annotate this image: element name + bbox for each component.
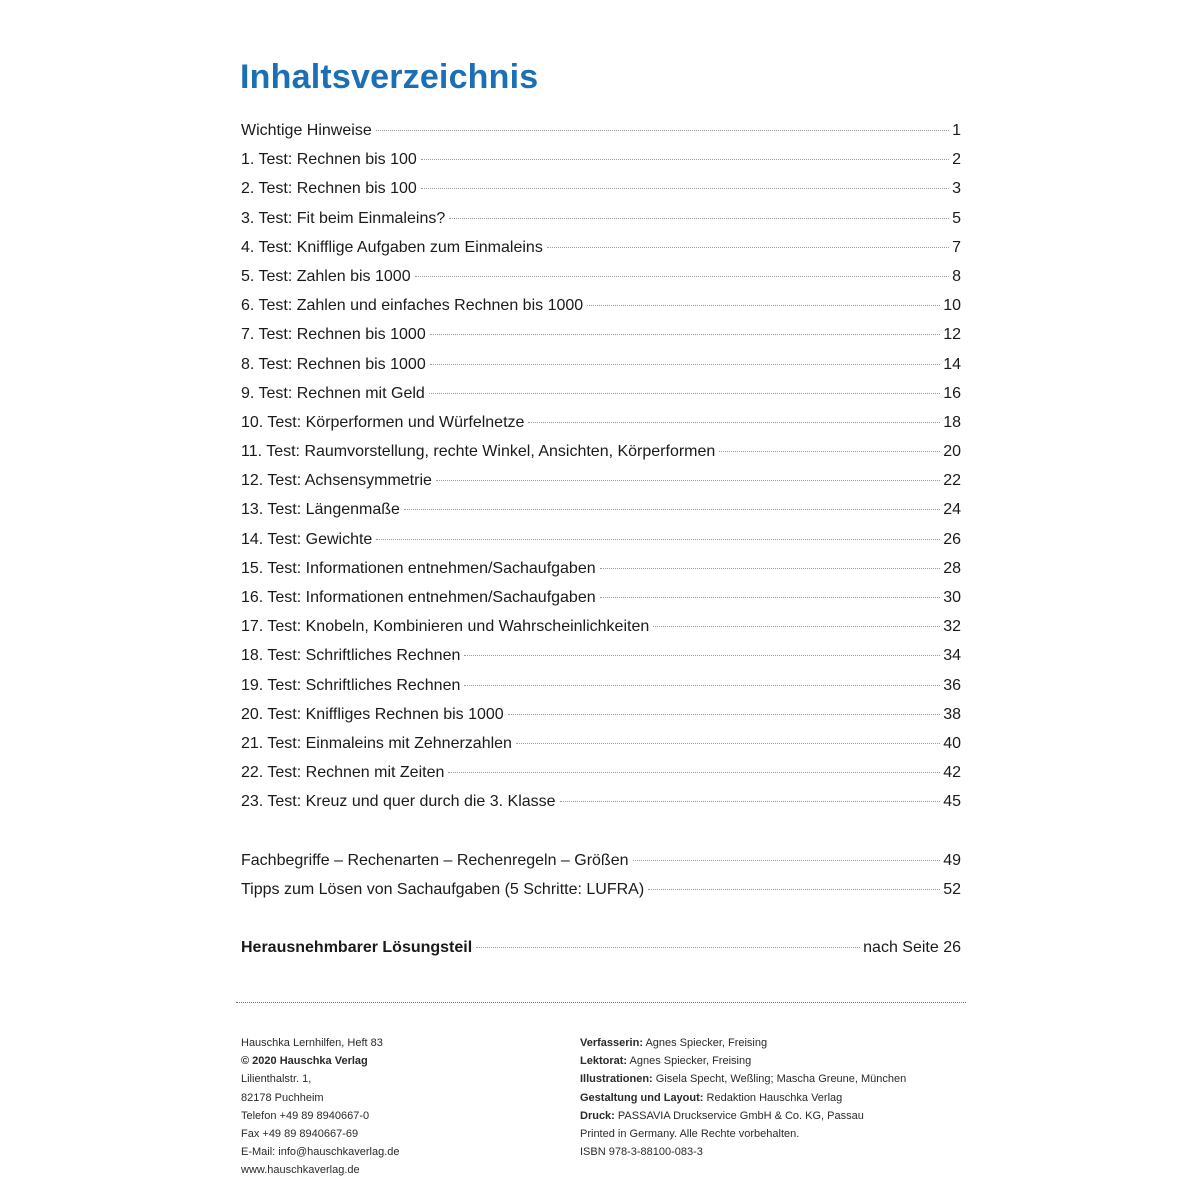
toc-entry: [241, 700, 961, 729]
dot-leader: [464, 685, 940, 686]
imprint-line: Fax +49 89 8940667-69: [241, 1128, 359, 1141]
credit-line: [580, 1089, 906, 1107]
toc-entry-label: 20. Test: Kniffliges Rechnen bis 1000: [241, 705, 504, 723]
toc-main-list: [241, 116, 961, 817]
toc-spacer: [241, 904, 961, 933]
imprint-publisher: [241, 1034, 400, 1180]
dot-leader: [600, 568, 941, 569]
toc-entry: [241, 612, 961, 641]
dotted-separator: [236, 1002, 966, 1003]
toc-entry-label: 12. Test: Achsensymmetrie: [241, 472, 432, 490]
toc-entry-label: 1. Test: Rechnen bis 100: [241, 151, 417, 169]
credit-value: Gisela Specht, Weßling; Mascha Greune, München: [655, 1073, 907, 1086]
dot-leader: [415, 276, 950, 277]
dot-leader: [448, 772, 940, 773]
toc-entry-page: 3: [952, 180, 961, 198]
toc-entry-page: 7: [952, 238, 961, 256]
dot-leader: [560, 801, 941, 802]
toc-entry-page: 8: [952, 267, 961, 285]
toc-entry: [241, 204, 961, 233]
toc-extra-list: [241, 846, 961, 904]
dot-leader: [430, 364, 940, 365]
toc-entry-label: 22. Test: Rechnen mit Zeiten: [241, 764, 445, 782]
toc-entry: [241, 174, 961, 203]
toc-entry-page: 5: [952, 209, 961, 227]
dot-leader: [600, 597, 941, 598]
imprint-line: Lilienthalstr. 1,: [241, 1073, 312, 1086]
dot-leader: [719, 451, 940, 452]
dot-leader: [528, 422, 940, 423]
toc-entry: [241, 466, 961, 495]
toc-entry: [241, 729, 961, 758]
toc-solutions-entry: [241, 933, 961, 962]
dot-leader: [587, 305, 940, 306]
credit-key: Illustrationen:: [580, 1073, 653, 1086]
dot-leader: [429, 393, 940, 394]
imprint-line: Telefon +49 89 8940667-0: [241, 1109, 370, 1122]
dot-leader: [404, 509, 940, 510]
toc-spacer: [241, 817, 961, 846]
toc-entry: [241, 583, 961, 612]
toc-entry-page: 36: [943, 676, 961, 694]
toc-entry-page: 20: [943, 443, 961, 461]
imprint-line: www.hauschkaverlag.de: [241, 1164, 360, 1177]
toc-entry: [241, 846, 961, 875]
dot-leader: [449, 218, 949, 219]
toc-entry: [241, 525, 961, 554]
credit-value: Redaktion Hauschka Verlag: [706, 1091, 843, 1104]
toc-entry-label: 6. Test: Zahlen und einfaches Rechnen bis 1000: [241, 297, 584, 315]
credit-line: [580, 1034, 906, 1052]
toc-entry: [241, 641, 961, 670]
toc-entry-label: 15. Test: Informationen entnehmen/Sachaufgaben: [241, 559, 596, 577]
toc-entry: [241, 495, 961, 524]
page-title: Inhaltsverzeichnis: [240, 58, 539, 96]
dot-leader: [376, 130, 949, 131]
toc-entry: [241, 233, 961, 262]
toc-entry-label: 19. Test: Schriftliches Rechnen: [241, 676, 461, 694]
toc-entry-label: Tipps zum Lösen von Sachaufgaben (5 Schritte: LUFRA): [241, 880, 645, 898]
toc-entry-label: 23. Test: Kreuz und quer durch die 3. Klasse: [241, 793, 556, 811]
dot-leader: [430, 334, 940, 335]
toc-entry-label: 10. Test: Körperformen und Würfelnetze: [241, 413, 525, 431]
toc-entry-label: 2. Test: Rechnen bis 100: [241, 180, 417, 198]
toc-entry: [241, 408, 961, 437]
dot-leader: [547, 247, 949, 248]
toc-entry-page: 52: [943, 880, 961, 898]
dot-leader: [436, 480, 940, 481]
credit-line: [580, 1107, 906, 1125]
toc-entry: [241, 350, 961, 379]
toc-entry: [241, 787, 961, 816]
toc-entry-page: 16: [943, 384, 961, 402]
toc-entry-page: 12: [943, 326, 961, 344]
toc-entry-page: 45: [943, 793, 961, 811]
credit-line: [580, 1125, 906, 1143]
toc-entry-page: 26: [943, 530, 961, 548]
credit-value: ISBN 978-3-88100-083-3: [580, 1146, 703, 1159]
toc-entry-label: 18. Test: Schriftliches Rechnen: [241, 647, 461, 665]
toc-entry-page: 18: [943, 413, 961, 431]
toc-entry-label: 13. Test: Längenmaße: [241, 501, 400, 519]
dot-leader: [653, 626, 940, 627]
toc-entry: [241, 758, 961, 787]
toc-entry: [241, 320, 961, 349]
toc-entry-page: 34: [943, 647, 961, 665]
toc-entry: [241, 291, 961, 320]
toc-entry-label: 21. Test: Einmaleins mit Zehnerzahlen: [241, 734, 512, 752]
toc-entry-page: 38: [943, 705, 961, 723]
toc-entry: [241, 554, 961, 583]
credit-line: [580, 1052, 906, 1070]
toc-entry-page: nach Seite 26: [863, 938, 961, 956]
imprint-credits: [580, 1034, 906, 1161]
credit-key: Druck:: [580, 1109, 615, 1122]
toc-entry-page: 10: [943, 297, 961, 315]
toc-entry-label: 11. Test: Raumvorstellung, rechte Winkel, Ansichten, Körperformen: [241, 443, 716, 461]
toc-entry: [241, 671, 961, 700]
dot-leader: [464, 655, 940, 656]
toc-entry-label: Wichtige Hinweise: [241, 122, 372, 139]
credit-value: PASSAVIA Druckservice GmbH & Co. KG, Passau: [617, 1109, 864, 1122]
dot-leader: [648, 889, 940, 890]
toc-entry: [241, 379, 961, 408]
imprint-line: E-Mail: info@hauschkaverlag.de: [241, 1146, 400, 1159]
toc-entry-label: 16. Test: Informationen entnehmen/Sachaufgaben: [241, 589, 596, 606]
toc-entry-label: 14. Test: Gewichte: [241, 530, 373, 548]
toc-entry-label: 3. Test: Fit beim Einmaleins?: [241, 209, 446, 227]
credit-key: Lektorat:: [580, 1055, 628, 1068]
credit-value: Agnes Spiecker, Freising: [629, 1055, 752, 1068]
dot-leader: [421, 159, 949, 160]
toc-entry-page: 24: [943, 501, 961, 519]
credit-value: Printed in Germany. Alle Rechte vorbehalten.: [580, 1128, 800, 1141]
imprint-line: 82178 Puchheim: [241, 1091, 324, 1104]
toc-entry-page: 28: [943, 559, 961, 577]
dot-leader: [508, 714, 941, 715]
toc-entry-label: 17. Test: Knobeln, Kombinieren und Wahrscheinlichkeiten: [241, 618, 650, 636]
toc-entry-label: 7. Test: Rechnen bis 1000: [241, 326, 426, 344]
toc-entry: [241, 262, 961, 291]
toc-entry-label: 8. Test: Rechnen bis 1000: [241, 355, 426, 373]
imprint-line: © 2020 Hauschka Verlag: [241, 1055, 368, 1068]
toc-entry-page: 32: [943, 618, 961, 636]
dot-leader: [421, 188, 949, 189]
dot-leader: [633, 860, 941, 861]
toc-entry-label: 5. Test: Zahlen bis 1000: [241, 267, 411, 285]
credit-key: Gestaltung und Layout:: [580, 1091, 704, 1104]
dot-leader: [516, 743, 940, 744]
toc-entry-page: 22: [943, 472, 961, 490]
toc-entry-page: 30: [943, 589, 961, 606]
toc-entry: [241, 875, 961, 904]
toc-entry-page: 49: [943, 851, 961, 869]
toc-entry: [241, 437, 961, 466]
dot-leader: [476, 947, 860, 948]
dot-leader: [376, 539, 940, 540]
toc-entry-page: 42: [943, 764, 961, 782]
credit-value: Agnes Spiecker, Freising: [645, 1037, 768, 1049]
toc-entry-label: 4. Test: Knifflige Aufgaben zum Einmaleins: [241, 238, 543, 256]
credit-line: [580, 1070, 906, 1088]
toc-entry-label: Fachbegriffe – Rechenarten – Rechenregeln – Größen: [241, 851, 629, 869]
toc-entry-label: 9. Test: Rechnen mit Geld: [241, 384, 425, 402]
toc-entry-page: 40: [943, 734, 961, 752]
imprint-line: Hauschka Lernhilfen, Heft 83: [241, 1037, 383, 1049]
toc-entry-page: 14: [943, 355, 961, 373]
credit-key: Verfasserin:: [580, 1037, 643, 1049]
toc-entry: [241, 145, 961, 174]
credit-line: [580, 1143, 906, 1161]
toc-entry-page: 1: [952, 122, 961, 139]
toc-entry: [241, 116, 961, 145]
table-of-contents: [241, 116, 961, 962]
toc-entry-label: Herausnehmbarer Lösungsteil: [241, 938, 473, 956]
toc-entry-page: 2: [952, 151, 961, 169]
